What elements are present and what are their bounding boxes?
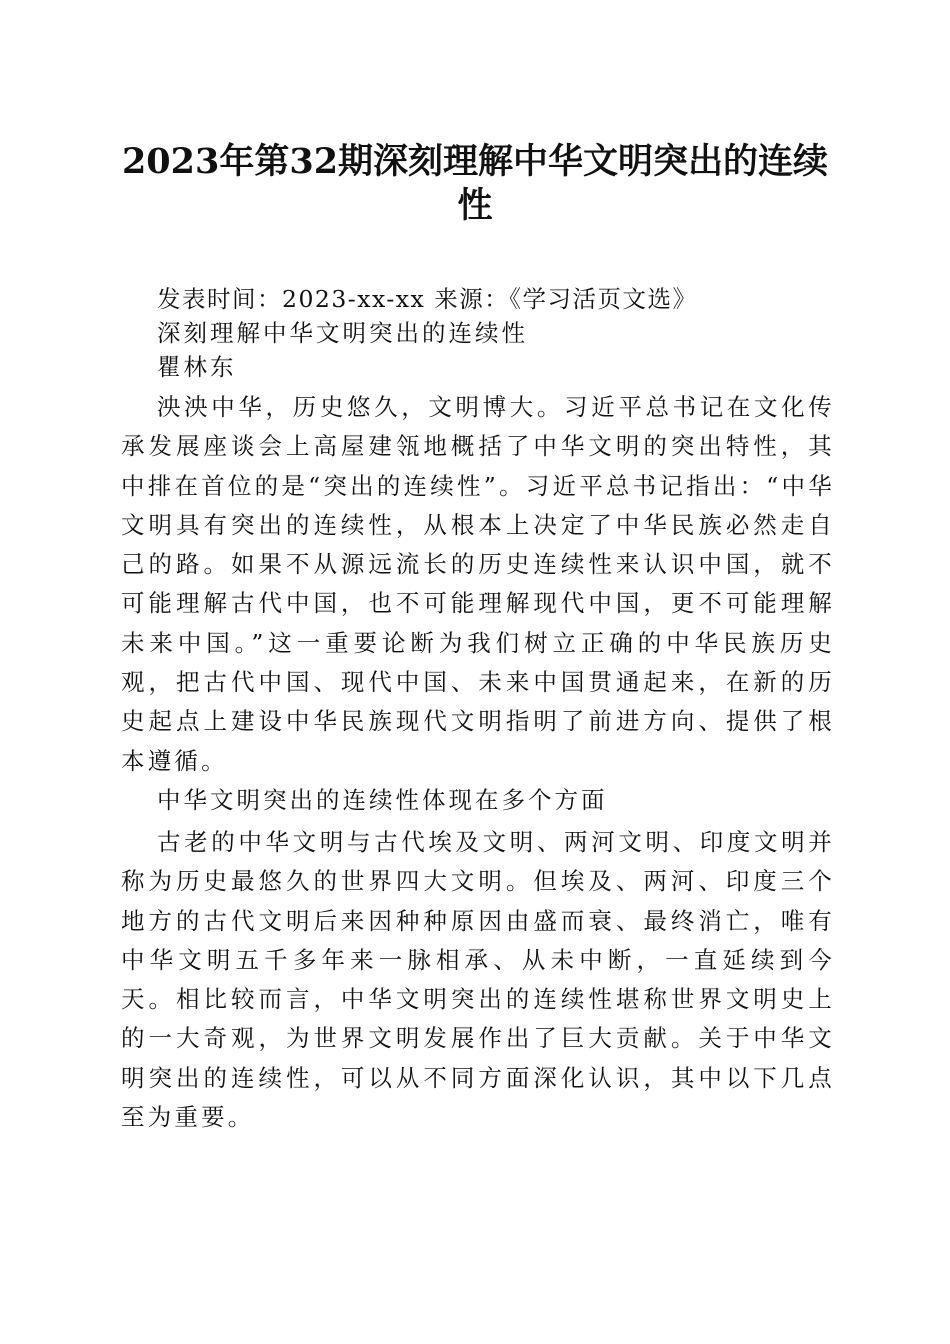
document-title: 2023年第32期深刻理解中华文明突出的连续性 [121,141,829,226]
document-body [121,282,835,1137]
article-subtitle: 深刻理解中华文明突出的连续性 [157,319,528,347]
publish-meta: 发表时间：2023-xx-xx 来源：《学习活页文选》 [157,285,698,313]
paragraph-1: 泱泱中华，历史悠久，文明博大。习近平总书记在文化传承发展座谈会上高屋建瓴地概括了中华文明的突出特性，其中排在首位的是“突出的连续性”。习近平总书记指出：“中华文明具有突出的连续性，从根本上决定了中华民族必然走自己的路。如果不从源远流长的历史连续性来认识中国，就不可能理解古代中国，也不可能理解现代中国，更不可能理解未来中国。”这一重要论断为我们树立正确的中华民族历史观，把古代中国、现代中国、未来中国贯通起来，在新的历史起点上建设中华民族现代文明指明了前进方向、提供了根本遵循。 [121,393,835,775]
article-author: 瞿林东 [157,353,237,381]
section-heading: 中华文明突出的连续性体现在多个方面 [157,785,608,814]
paragraph-2: 古老的中华文明与古代埃及文明、两河文明、印度文明并称为历史最悠久的世界四大文明。但埃及、两河、印度三个地方的古代文明后来因种种原因由盛而衰、最终消亡，唯有中华文明五千多年来一脉相承、从未中断，一直延续到今天。相比较而言，中华文明突出的连续性堪称世界文明史上的一大奇观，为世界文明发展作出了巨大贡献。关于中华文明突出的连续性，可以从不同方面深化认识，其中以下几点至为重要。 [121,827,835,1132]
